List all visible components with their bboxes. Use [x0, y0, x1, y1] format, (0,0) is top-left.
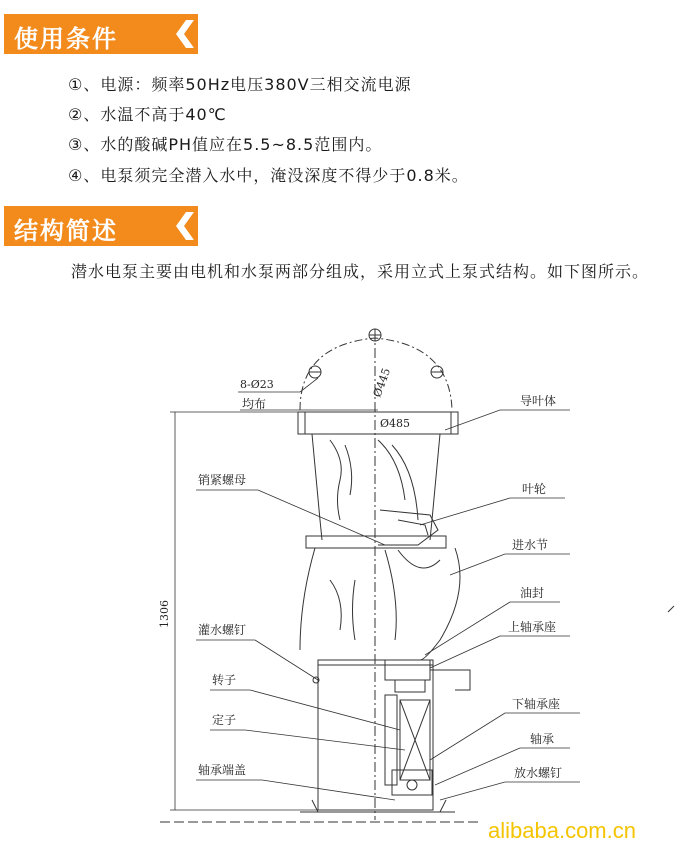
label-lower-bearing-seat: 下轴承座: [512, 697, 561, 711]
label-bearing: 轴承: [530, 732, 555, 746]
condition-item: ③、水的酸碱PH值应在5.5~8.5范围内。: [68, 135, 383, 154]
condition-item: ①、电源：频率50Hz电压380V三相交流电源: [68, 75, 412, 94]
label-bearing-cover: 轴承端盖: [198, 763, 247, 777]
d485-dimension: Ø485: [380, 417, 411, 430]
header-chevron-icon: [164, 14, 206, 54]
condition-item: ②、水温不高于40℃: [68, 105, 227, 124]
condition-item: ④、电泵须完全潜入水中，淹没深度不得少于0.8米。: [68, 166, 469, 185]
watermark: alibaba.com.cn: [488, 818, 636, 843]
label-fill-screw: 灌水螺钉: [198, 623, 247, 637]
height-dimension: 1306: [158, 600, 171, 628]
label-stator: 定子: [212, 713, 237, 727]
d445-dimension: Ø445: [370, 366, 394, 400]
bolt-dimension: 8-Ø23: [240, 378, 274, 391]
label-upper-bearing-seat: 上轴承座: [508, 620, 557, 634]
pump-structure-diagram: [0, 320, 700, 840]
bolt-note: 均布: [242, 397, 267, 411]
label-impeller: 叶轮: [522, 482, 547, 496]
label-inlet: 进水节: [512, 538, 549, 552]
label-lock-nut: 销紧螺母: [198, 473, 247, 487]
section-title-structure: 结构简述: [14, 217, 118, 245]
label-oil-seal: 油封: [520, 586, 545, 600]
section-title-conditions: 使用条件: [14, 25, 118, 53]
label-rotor: 转子: [212, 673, 237, 687]
section-header-structure: [4, 206, 206, 246]
header-chevron-icon: [164, 206, 206, 246]
label-guide-vane: 导叶体: [520, 394, 557, 408]
label-drain-screw: 放水螺钉: [514, 766, 563, 780]
intro-paragraph: 潜水电泵主要由电机和水泵两部分组成，采用立式上泵式结构。如下图所示。: [71, 262, 650, 281]
section-header-conditions: [4, 14, 206, 54]
